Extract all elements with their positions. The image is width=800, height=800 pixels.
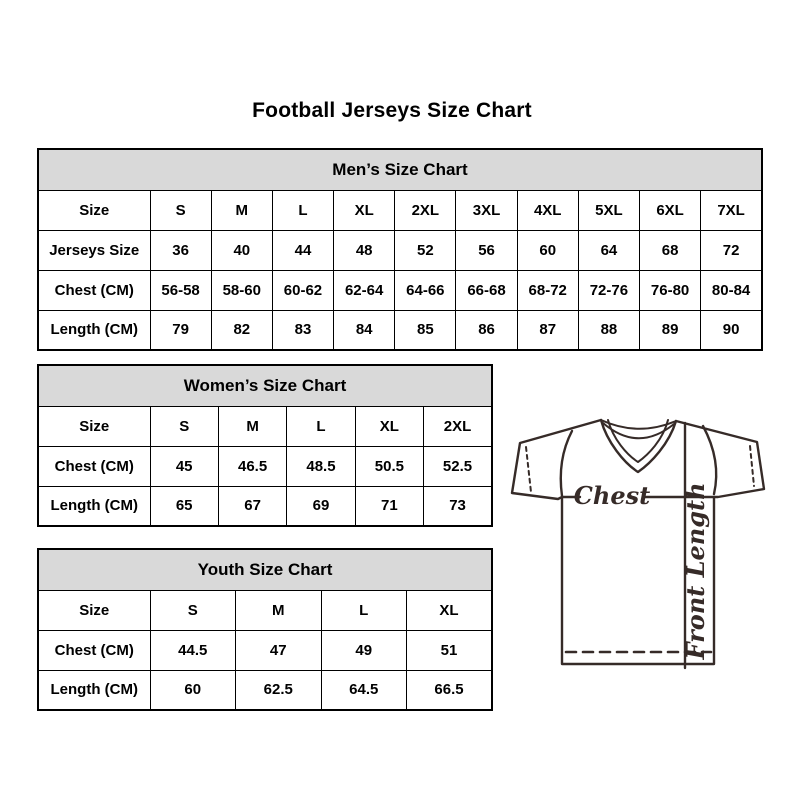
table-row bbox=[38, 406, 492, 446]
cell-value: 46.5 bbox=[218, 446, 286, 486]
cell-value: 44 bbox=[272, 230, 333, 270]
table-row bbox=[38, 270, 762, 310]
cell-value: 7XL bbox=[701, 190, 762, 230]
cell-value: S bbox=[150, 190, 211, 230]
cell-value: 45 bbox=[150, 446, 218, 486]
cell-value: 72-76 bbox=[578, 270, 639, 310]
cell-value: 89 bbox=[640, 310, 701, 350]
table-row bbox=[38, 670, 492, 710]
cell-value: 60 bbox=[517, 230, 578, 270]
cell-value: 56 bbox=[456, 230, 517, 270]
table-row bbox=[38, 310, 762, 350]
cell-value: 84 bbox=[334, 310, 395, 350]
cell-value: 72 bbox=[701, 230, 762, 270]
cell-value: 64 bbox=[578, 230, 639, 270]
cell-value: 3XL bbox=[456, 190, 517, 230]
cell-value: 86 bbox=[456, 310, 517, 350]
row-label: Chest (CM) bbox=[38, 270, 150, 310]
row-label: Size bbox=[38, 406, 150, 446]
cell-value: 47 bbox=[236, 630, 322, 670]
cell-value: 90 bbox=[701, 310, 762, 350]
cell-value: 64-66 bbox=[395, 270, 456, 310]
size-table bbox=[37, 548, 493, 711]
table-row bbox=[38, 486, 492, 526]
row-label: Chest (CM) bbox=[38, 630, 150, 670]
cell-value: 67 bbox=[218, 486, 286, 526]
chest-label: Chest bbox=[573, 481, 651, 510]
cell-value: 82 bbox=[211, 310, 272, 350]
left-cuff-dashed-line bbox=[526, 447, 531, 492]
table-row bbox=[38, 590, 492, 630]
jersey-outline-icon bbox=[502, 408, 778, 676]
table-row bbox=[38, 446, 492, 486]
cell-value: 71 bbox=[355, 486, 423, 526]
row-label: Jerseys Size bbox=[38, 230, 150, 270]
cell-value: 69 bbox=[287, 486, 355, 526]
cell-value: 85 bbox=[395, 310, 456, 350]
youth-size-table bbox=[37, 548, 493, 711]
row-label: Size bbox=[38, 190, 150, 230]
cell-value: L bbox=[321, 590, 407, 630]
cell-value: 68 bbox=[640, 230, 701, 270]
row-label: Chest (CM) bbox=[38, 446, 150, 486]
cell-value: M bbox=[236, 590, 322, 630]
cell-value: 52.5 bbox=[424, 446, 492, 486]
cell-value: 87 bbox=[517, 310, 578, 350]
cell-value: 79 bbox=[150, 310, 211, 350]
cell-value: 66-68 bbox=[456, 270, 517, 310]
cell-value: L bbox=[287, 406, 355, 446]
cell-value: 80-84 bbox=[701, 270, 762, 310]
left-armhole-seam bbox=[561, 431, 572, 496]
cell-value: XL bbox=[407, 590, 493, 630]
cell-value: 62.5 bbox=[236, 670, 322, 710]
cell-value: 88 bbox=[578, 310, 639, 350]
table-row bbox=[38, 230, 762, 270]
size-table bbox=[37, 148, 763, 351]
cell-value: 48.5 bbox=[287, 446, 355, 486]
cell-value: 6XL bbox=[640, 190, 701, 230]
page-title: Football Jerseys Size Chart bbox=[252, 99, 532, 122]
row-label: Length (CM) bbox=[38, 486, 150, 526]
cell-value: 56-58 bbox=[150, 270, 211, 310]
cell-value: L bbox=[272, 190, 333, 230]
cell-value: 66.5 bbox=[407, 670, 493, 710]
cell-value: 36 bbox=[150, 230, 211, 270]
cell-value: 44.5 bbox=[150, 630, 236, 670]
row-label: Length (CM) bbox=[38, 670, 150, 710]
cell-value: 68-72 bbox=[517, 270, 578, 310]
cell-value: 2XL bbox=[395, 190, 456, 230]
cell-value: M bbox=[211, 190, 272, 230]
womens-size-table bbox=[37, 364, 493, 527]
jersey-measurement-diagram bbox=[502, 408, 778, 676]
cell-value: 4XL bbox=[517, 190, 578, 230]
table-title: Youth Size Chart bbox=[38, 549, 492, 590]
cell-value: 65 bbox=[150, 486, 218, 526]
cell-value: 52 bbox=[395, 230, 456, 270]
cell-value: 48 bbox=[334, 230, 395, 270]
cell-value: 40 bbox=[211, 230, 272, 270]
cell-value: 5XL bbox=[578, 190, 639, 230]
cell-value: 58-60 bbox=[211, 270, 272, 310]
right-cuff-dashed-line bbox=[750, 446, 754, 486]
table-title: Women’s Size Chart bbox=[38, 365, 492, 406]
cell-value: 50.5 bbox=[355, 446, 423, 486]
cell-value: 73 bbox=[424, 486, 492, 526]
table-row bbox=[38, 190, 762, 230]
cell-value: 83 bbox=[272, 310, 333, 350]
table-row bbox=[38, 630, 492, 670]
cell-value: 49 bbox=[321, 630, 407, 670]
front-length-label: Front Length bbox=[681, 482, 710, 660]
table-title: Men’s Size Chart bbox=[38, 149, 762, 190]
cell-value: M bbox=[218, 406, 286, 446]
row-label: Size bbox=[38, 590, 150, 630]
cell-value: 76-80 bbox=[640, 270, 701, 310]
cell-value: 62-64 bbox=[334, 270, 395, 310]
cell-value: XL bbox=[355, 406, 423, 446]
cell-value: S bbox=[150, 590, 236, 630]
cell-value: 60-62 bbox=[272, 270, 333, 310]
cell-value: 64.5 bbox=[321, 670, 407, 710]
cell-value: 51 bbox=[407, 630, 493, 670]
row-label: Length (CM) bbox=[38, 310, 150, 350]
size-table bbox=[37, 364, 493, 527]
jersey-body-outline bbox=[512, 420, 764, 664]
cell-value: S bbox=[150, 406, 218, 446]
cell-value: 2XL bbox=[424, 406, 492, 446]
cell-value: 60 bbox=[150, 670, 236, 710]
cell-value: XL bbox=[334, 190, 395, 230]
mens-size-table bbox=[37, 148, 763, 351]
